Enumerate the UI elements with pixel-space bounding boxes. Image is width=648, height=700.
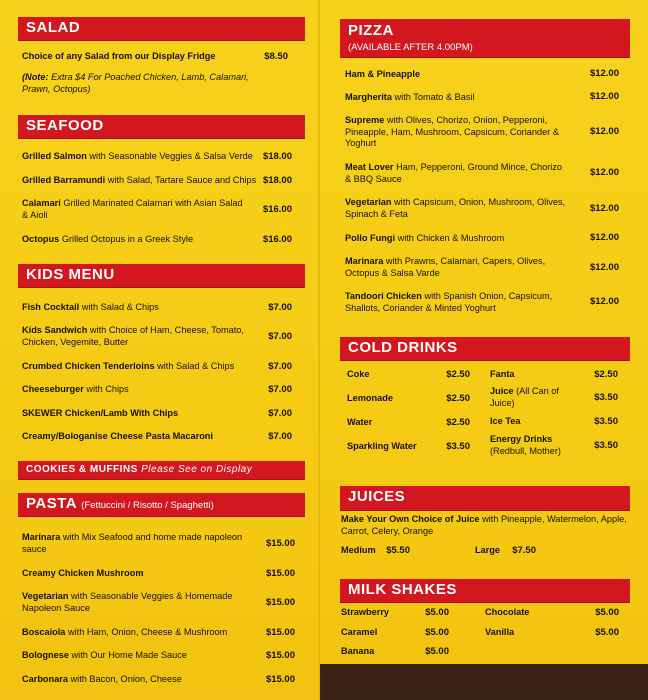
juices-title: JUICES <box>348 488 406 505</box>
drink-name: Sparkling Water <box>347 441 417 451</box>
kids-price: $7.00 <box>268 331 292 342</box>
drink-price: $3.50 <box>594 440 618 451</box>
salad-note: (Note: Extra $4 For Poached Chicken, Lamb, Calamari, Prawn, Octopus) <box>22 72 249 94</box>
pizza-sub: (AVAILABLE AFTER 4.00PM) <box>348 42 473 53</box>
drink-item: Juice (All Can of Juice) <box>490 386 559 408</box>
milk-shakes-header <box>340 579 630 602</box>
shake-price: $5.00 <box>595 607 619 618</box>
pizza-item: Supreme with Olives, Chorizo, Onion, Pepperoni, Pineapple, Ham, Mushroom, Capsicum, Coriander & Yoghurt <box>345 115 559 148</box>
shake-name: Strawberry <box>341 607 390 617</box>
pizza-price: $12.00 <box>589 296 619 307</box>
pizza-price: $12.00 <box>589 91 619 102</box>
salad-title: SALAD <box>26 19 81 36</box>
pasta-header <box>18 493 305 516</box>
pasta-price: $15.00 <box>265 650 295 661</box>
drink-name: Coke <box>347 369 370 379</box>
drink-price: $2.50 <box>594 369 618 380</box>
drink-price: $2.50 <box>446 393 470 404</box>
pizza-price: $12.00 <box>589 203 619 214</box>
pizza-item: Margherita with Tomato & Basil <box>345 92 475 102</box>
pizza-title: PIZZA <box>348 22 394 39</box>
drink-item: Energy Drinks (Redbull, Mother) <box>490 434 561 456</box>
shake-price: $5.00 <box>595 627 619 638</box>
drink-name: Lemonade <box>347 393 393 403</box>
cold-drinks-header <box>340 337 630 360</box>
drink-price: $2.50 <box>446 417 470 428</box>
seafood-header <box>18 115 305 138</box>
pizza-price: $12.00 <box>589 262 619 273</box>
pizza-price: $12.00 <box>589 68 619 79</box>
pizza-item: Pollo Fungi with Chicken & Mushroom <box>345 233 505 243</box>
kids-price: $7.00 <box>268 384 292 395</box>
cookies-header <box>18 461 305 479</box>
pizza-item: Marinara with Prawns, Calamari, Capers, Olives, Octopus & Salsa Varde <box>345 256 546 278</box>
kids-price: $7.00 <box>268 302 292 313</box>
seafood-item: Grilled Salmon with Seasonable Veggies & Salsa Verde <box>22 151 253 161</box>
seafood-price: $18.00 <box>262 175 292 186</box>
drink-price: $2.50 <box>446 369 470 380</box>
drink-price: $3.50 <box>594 416 618 427</box>
pizza-price: $12.00 <box>589 232 619 243</box>
pizza-header <box>340 19 630 57</box>
seafood-item: Octopus Grilled Octopus in a Greek Style <box>22 234 194 244</box>
kids-price: $7.00 <box>268 361 292 372</box>
kids-price: $7.00 <box>268 408 292 419</box>
pasta-item: Vegetarian with Seasonable Veggies & Homemade Napoleon Sauce <box>22 591 233 613</box>
shake-name: Chocolate <box>485 607 530 617</box>
pizza-item: Vegetarian with Capsicum, Onion, Mushroom, Olives, Spinach & Feta <box>345 197 566 219</box>
shake-price: $5.00 <box>425 607 449 618</box>
pasta-title: PASTA <box>26 495 77 512</box>
drink-name: Fanta <box>490 369 515 379</box>
cookies-sub: Please See on Display <box>141 464 253 475</box>
juice-large-label: Large <box>475 545 501 555</box>
salad-price: $8.50 <box>264 51 288 62</box>
kids-header <box>18 264 305 287</box>
juices-header <box>340 486 630 510</box>
pizza-price: $12.00 <box>589 167 619 178</box>
pasta-price: $15.00 <box>265 597 295 608</box>
pizza-item: Tandoori Chicken with Spanish Onion, Capsicum, Shallots, Coriander & Minted Yoghurt <box>345 291 553 313</box>
kids-item: Kids Sandwich with Choice of Ham, Cheese, Tomato, Chicken, Vegemite, Butter <box>22 325 244 347</box>
kids-item: Creamy/Bologanise Cheese Pasta Macaroni <box>22 431 213 441</box>
pasta-sub: (Fettuccini / Risotto / Spaghetti) <box>81 500 214 511</box>
pasta-item: Bolognese with Our Home Made Sauce <box>22 650 187 660</box>
kids-item: Crumbed Chicken Tenderloins with Salad & Chips <box>22 361 235 371</box>
pasta-item: Boscaiola with Ham, Onion, Cheese & Mushroom <box>22 627 228 637</box>
shake-price: $5.00 <box>425 646 449 657</box>
column-divider <box>318 0 320 700</box>
salad-item: Choice of any Salad from our Display Fridge <box>22 51 216 61</box>
pasta-price: $15.00 <box>265 568 295 579</box>
drink-price: $3.50 <box>446 441 470 452</box>
kids-item: SKEWER Chicken/Lamb With Chips <box>22 408 179 418</box>
drink-price: $3.50 <box>594 392 618 403</box>
pizza-price: $12.00 <box>589 126 619 137</box>
juice-medium-price: $5.50 <box>386 545 410 556</box>
pasta-item: Creamy Chicken Mushroom <box>22 568 144 578</box>
pasta-price: $15.00 <box>265 538 295 549</box>
shake-name: Banana <box>341 646 375 656</box>
footer-band <box>320 664 648 700</box>
pasta-price: $15.00 <box>265 674 295 685</box>
pasta-item: Marinara with Mix Seafood and home made napoleon sauce <box>22 532 243 554</box>
seafood-item: Calamari Grilled Marinated Calamari with Asian Salad & Aioli <box>22 198 243 220</box>
shake-name: Caramel <box>341 627 378 637</box>
juice-item: Make Your Own Choice of Juice with Pineapple, Watermelon, Apple, Carrot, Celery, Orange <box>341 514 627 536</box>
cold-drinks-title: COLD DRINKS <box>348 339 458 356</box>
seafood-price: $16.00 <box>262 234 292 245</box>
pizza-item: Ham & Pineapple <box>345 69 421 79</box>
shake-name: Vanilla <box>485 627 515 637</box>
kids-price: $7.00 <box>268 431 292 442</box>
kids-title: KIDS MENU <box>26 266 115 283</box>
drink-name: Ice Tea <box>490 416 521 426</box>
juice-medium-label: Medium <box>341 545 376 555</box>
seafood-item: Grilled Barramundi with Salad, Tartare Sauce and Chips <box>22 175 257 185</box>
kids-item: Fish Cocktail with Salad & Chips <box>22 302 159 312</box>
pasta-item: Carbonara with Bacon, Onion, Cheese <box>22 674 182 684</box>
kids-item: Cheeseburger with Chips <box>22 384 129 394</box>
juice-large-price: $7.50 <box>512 545 536 556</box>
seafood-price: $16.00 <box>262 204 292 215</box>
drink-name: Water <box>347 417 373 427</box>
salad-header <box>18 17 305 40</box>
seafood-price: $18.00 <box>262 151 292 162</box>
pasta-price: $15.00 <box>265 627 295 638</box>
milk-shakes-title: MILK SHAKES <box>348 581 457 598</box>
pizza-item: Meat Lover Ham, Pepperoni, Ground Mince, Chorizo & BBQ Sauce <box>345 162 563 184</box>
cookies-title: COOKIES & MUFFINS <box>26 464 138 475</box>
shake-price: $5.00 <box>425 627 449 638</box>
seafood-title: SEAFOOD <box>26 117 104 134</box>
